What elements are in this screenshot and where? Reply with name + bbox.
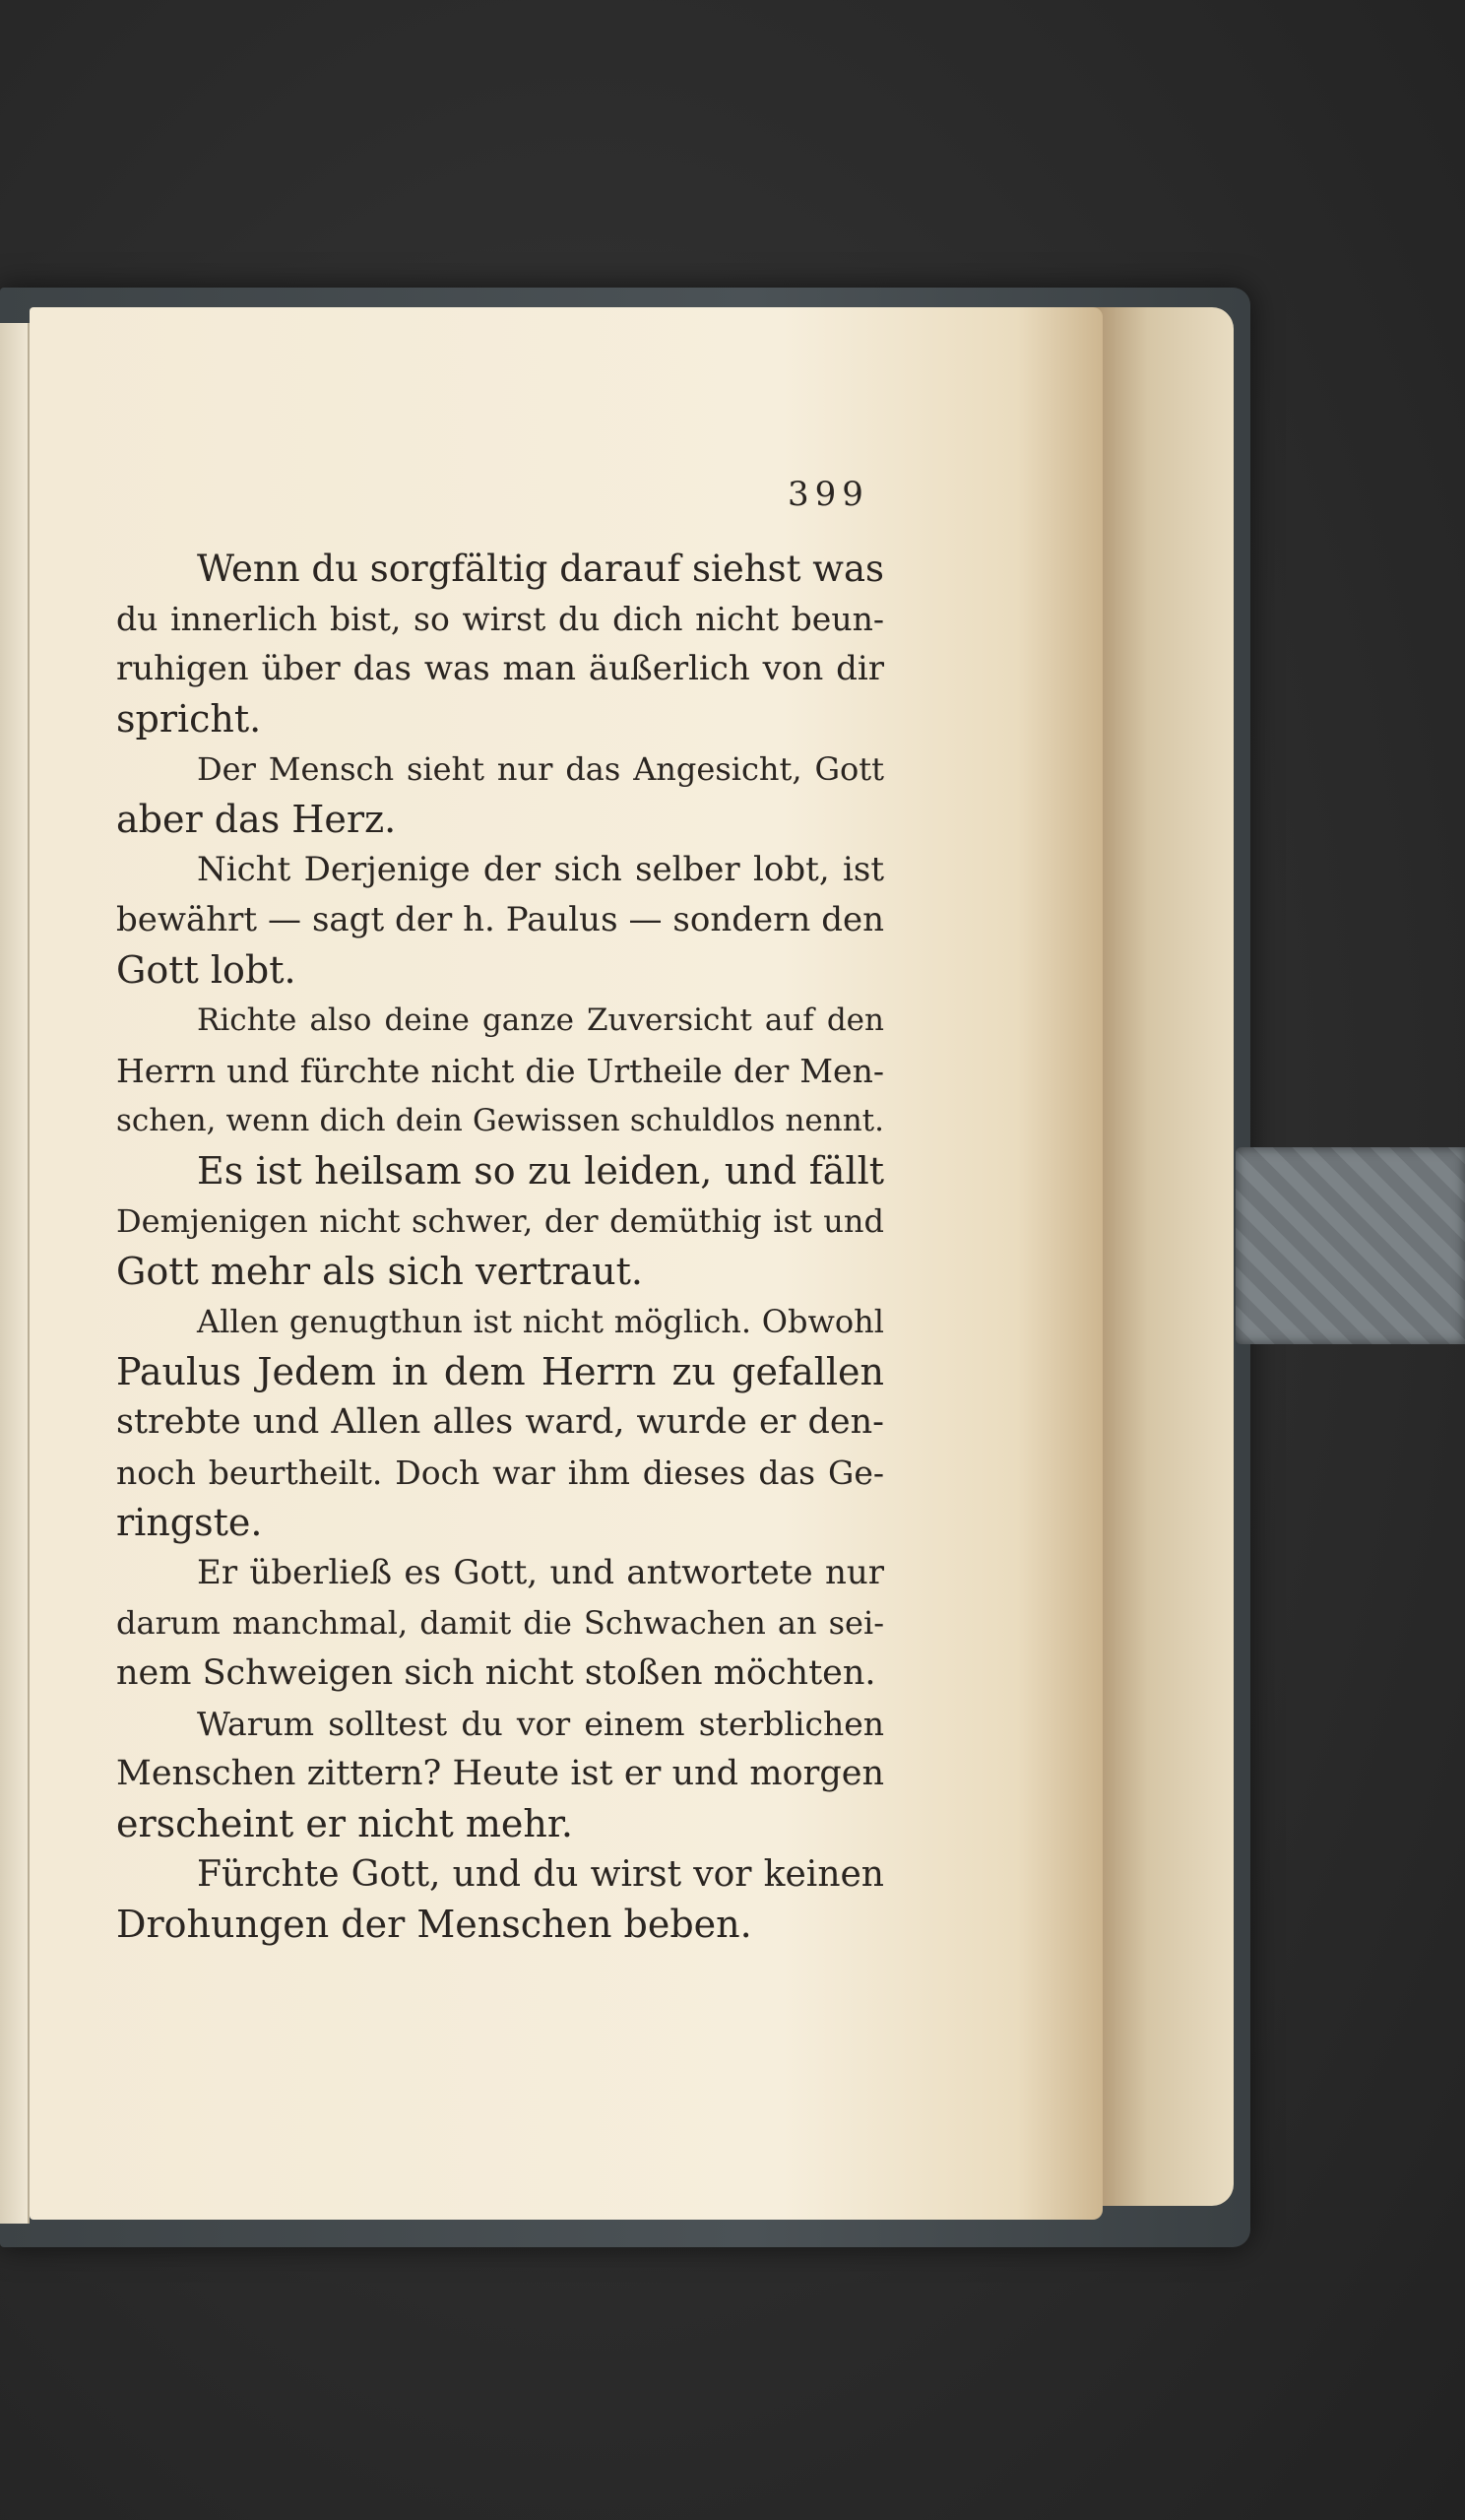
text-line: strebte und Allen alles ward, wurde er den- — [116, 1402, 884, 1442]
text-line: Es ist heilsam so zu leiden, und fällt — [197, 1149, 884, 1193]
text-line: spricht. — [116, 697, 262, 741]
text-line: erscheint er nicht mehr. — [116, 1802, 573, 1845]
text-line: nem Schweigen sich nicht stoßen möchten. — [116, 1653, 876, 1693]
text-line: Gott mehr als sich vertraut. — [116, 1250, 644, 1293]
left-page-edge — [0, 323, 30, 2224]
text-line: ringste. — [116, 1501, 263, 1544]
text-line: Wenn du sorgfältig darauf siehst was — [197, 548, 884, 590]
text-line: Demjenigen nicht schwer, der demüthig ist und — [116, 1202, 884, 1240]
text-line: Gott lobt. — [116, 948, 296, 992]
text-line: Menschen zittern? Heute ist er und morgen — [116, 1754, 884, 1793]
text-line: Allen genugthun ist nicht möglich. Obwohl — [197, 1303, 884, 1340]
text-line: Richte also deine ganze Zuversicht auf den — [197, 1002, 884, 1038]
text-line: Warum solltest du vor einem sterblichen — [197, 1705, 884, 1743]
text-line: Herrn und fürchte nicht die Urtheile der Men- — [116, 1052, 884, 1090]
text-line: bewährt — sagt der h. Paulus — sondern den — [116, 900, 884, 939]
text-line: Er überließ es Gott, und antwortete nur — [197, 1553, 884, 1592]
page-text — [116, 544, 884, 1950]
text-line: schen, wenn dich dein Gewissen schuldlos nennt. — [116, 1103, 884, 1138]
text-line: Drohungen der Menschen beben. — [116, 1903, 752, 1946]
bookmark-clasp — [1236, 1147, 1465, 1344]
text-line: noch beurtheilt. Doch war ihm dieses das Ge- — [116, 1454, 884, 1492]
text-line: Fürchte Gott, und du wirst vor keinen — [197, 1854, 884, 1895]
text-line: Der Mensch sieht nur das Angesicht, Gott — [197, 750, 884, 788]
text-line: darum manchmal, damit die Schwachen an sei- — [116, 1604, 884, 1642]
text-line: du innerlich bist, so wirst du dich nicht beun- — [116, 600, 884, 638]
text-line: Paulus Jedem in dem Herrn zu gefallen — [116, 1350, 884, 1393]
text-line: Nicht Derjenige der sich selber lobt, ist — [197, 850, 884, 889]
text-line: ruhigen über das was man äußerlich von dir — [116, 649, 884, 688]
text-line: aber das Herz. — [116, 798, 397, 841]
page-number: 399 — [788, 475, 869, 514]
